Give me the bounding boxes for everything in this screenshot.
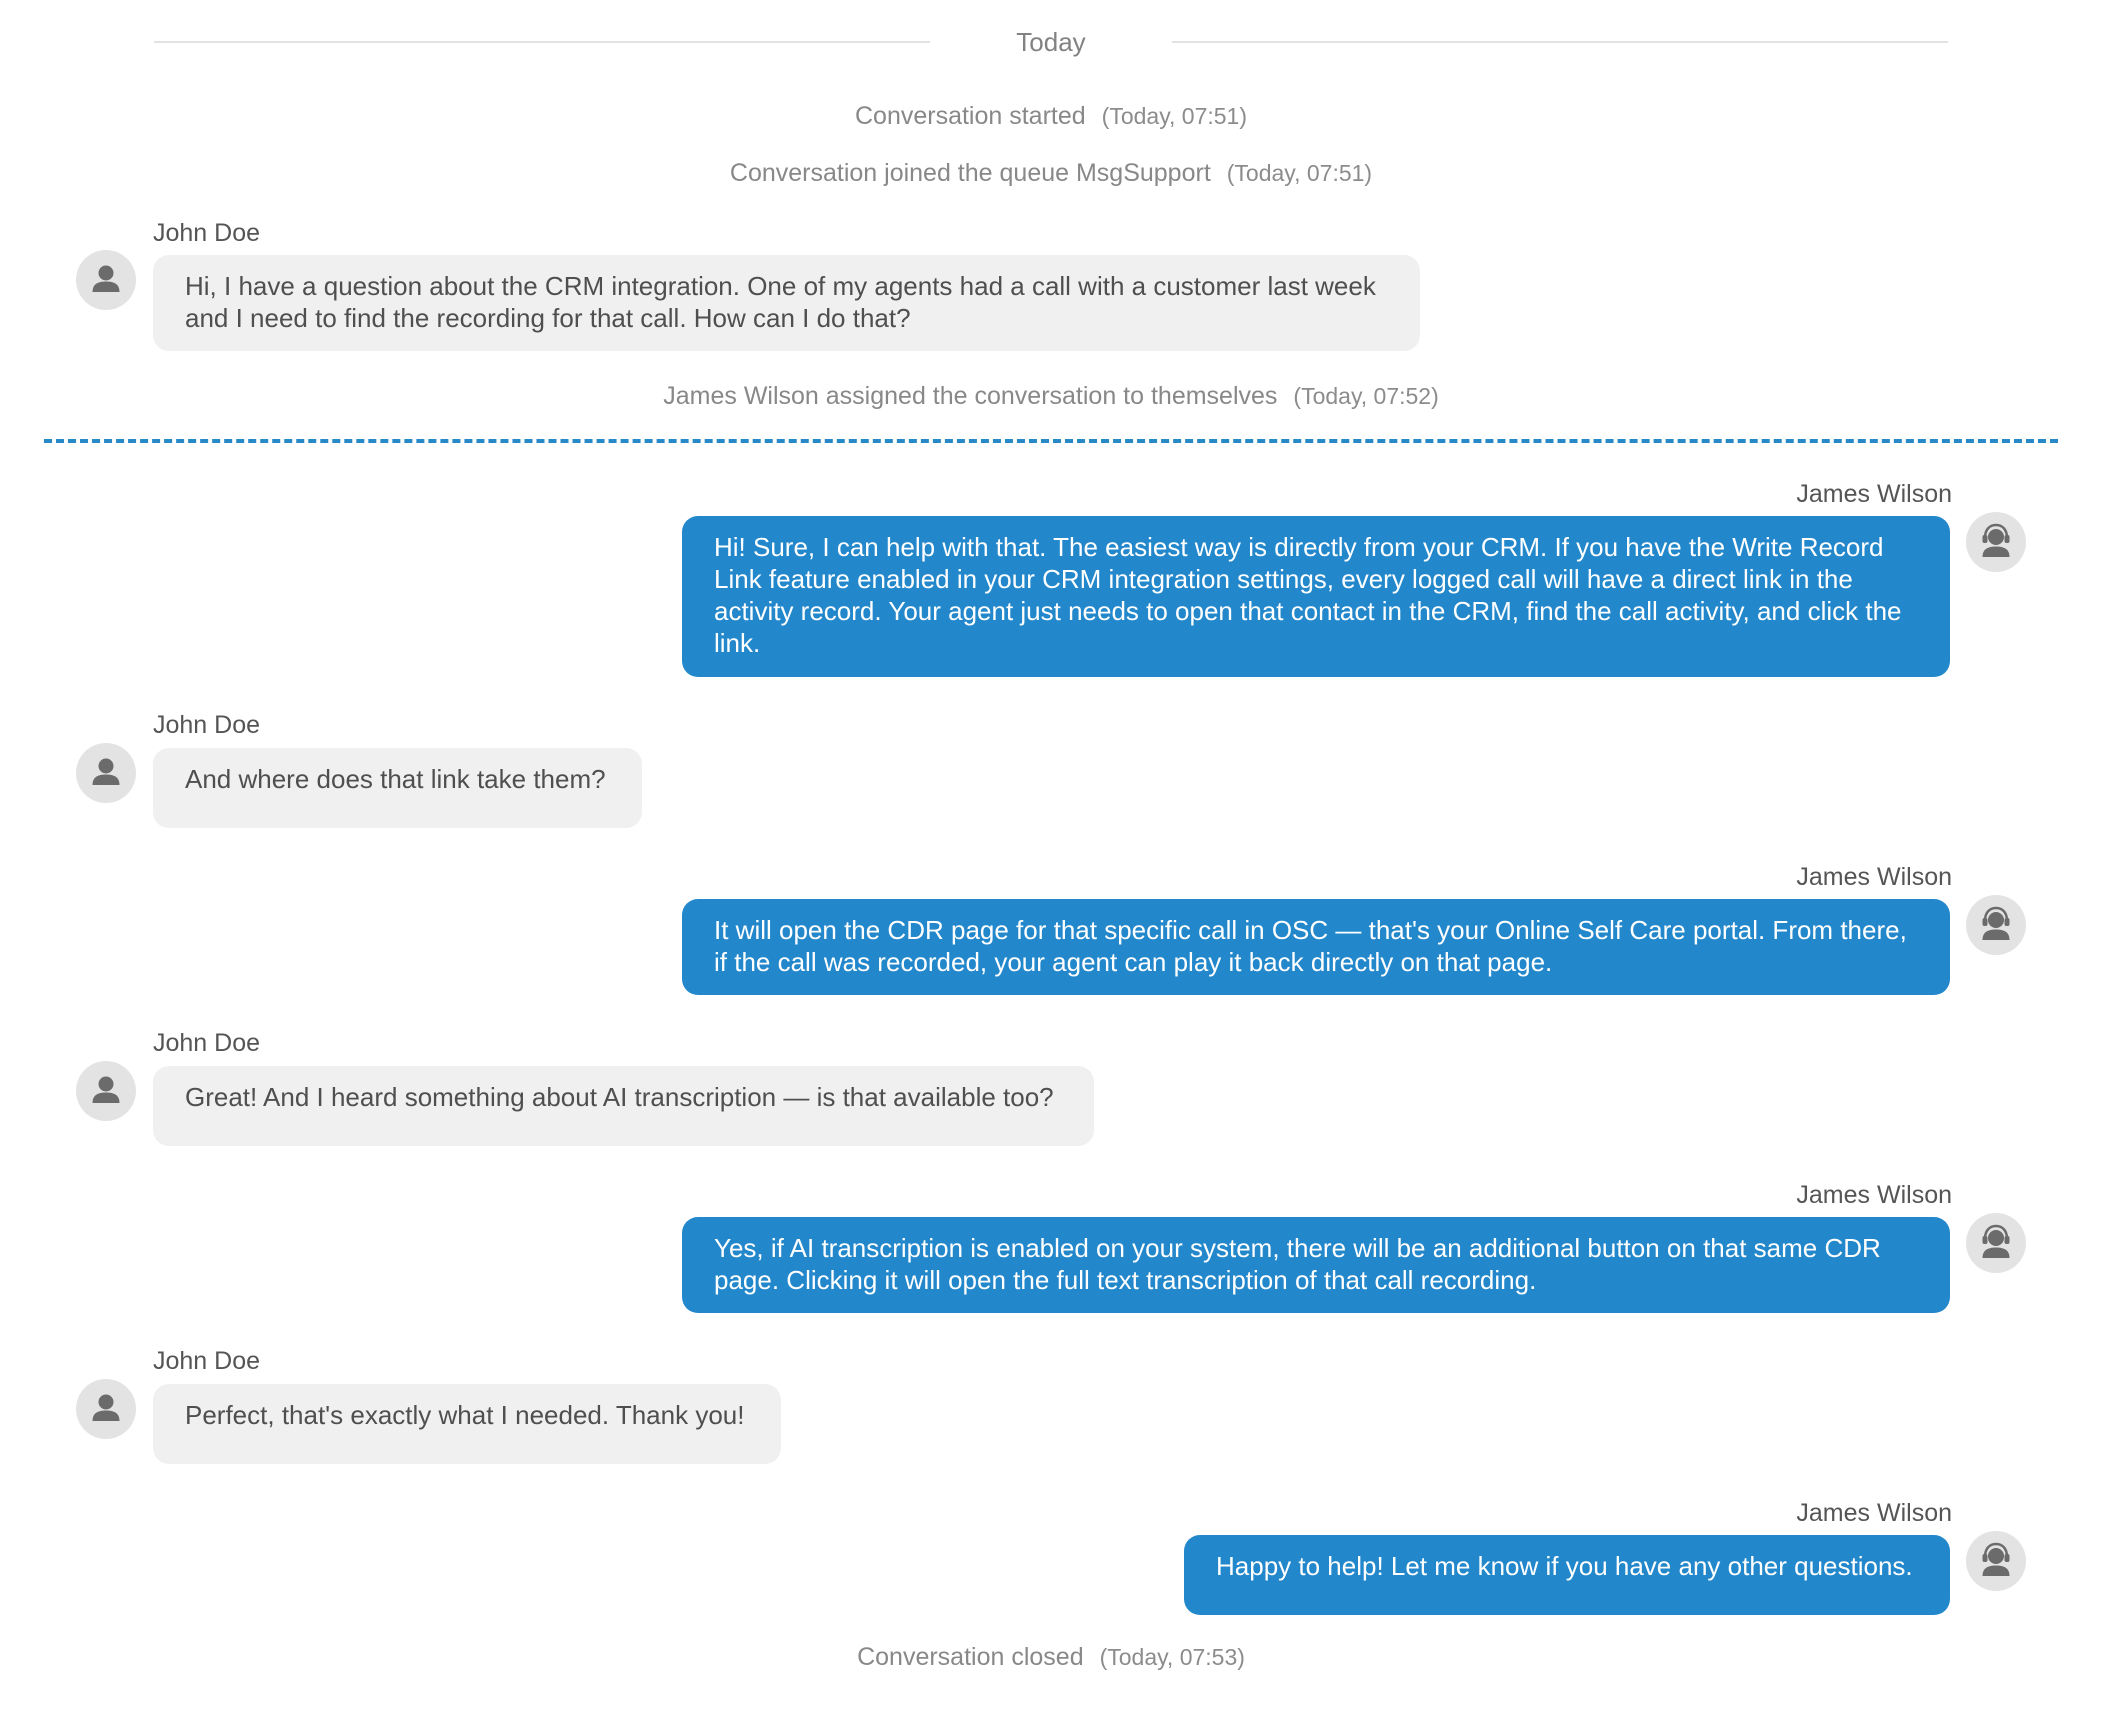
event-text: Conversation closed <box>857 1643 1084 1671</box>
agent-avatar <box>1966 512 2026 572</box>
date-separator-line-left <box>154 41 930 43</box>
event-time: (Today, 07:51) <box>1101 103 1247 129</box>
person-icon <box>76 250 136 310</box>
new-messages-divider <box>44 439 2058 443</box>
sender-name: John Doe <box>153 219 261 247</box>
sender-name: James Wilson <box>1796 480 1952 508</box>
message-bubble-customer: Hi, I have a question about the CRM integration. One of my agents had a call with a customer last week and I need to find the recording for that call. How can I do that? <box>153 255 1420 351</box>
sender-name: John Doe <box>153 1029 261 1057</box>
message-bubble-agent: Hi! Sure, I can help with that. The easiest way is directly from your CRM. If you have the Write Record Link feature enabled in your CRM integration settings, every logged call will have a direct link in the activity record. Your agent just needs to open that contact in the CRM, find the call activity, and click the link. <box>682 516 1950 677</box>
headset-agent-icon <box>1966 512 2026 572</box>
message-bubble-agent: Happy to help! Let me know if you have any other questions. <box>1184 1535 1950 1615</box>
message-bubble-customer: Perfect, that's exactly what I needed. Thank you! <box>153 1384 781 1464</box>
person-icon <box>76 743 136 803</box>
sender-name: John Doe <box>153 711 261 739</box>
person-icon <box>76 1379 136 1439</box>
agent-avatar <box>1966 895 2026 955</box>
event-text: Conversation joined the queue MsgSupport <box>729 159 1211 187</box>
date-separator-label: Today <box>1016 27 1086 57</box>
system-event <box>0 1641 2102 1677</box>
event-time: (Today, 07:52) <box>1293 383 1439 409</box>
customer-avatar <box>76 1379 136 1439</box>
system-event <box>0 380 2102 416</box>
sender-name: James Wilson <box>1796 1181 1952 1209</box>
customer-avatar <box>76 250 136 310</box>
customer-avatar <box>76 743 136 803</box>
agent-avatar <box>1966 1213 2026 1273</box>
date-separator-line-right <box>1172 41 1948 43</box>
headset-agent-icon <box>1966 1531 2026 1591</box>
headset-agent-icon <box>1966 895 2026 955</box>
event-text: Conversation started <box>854 102 1086 130</box>
event-time: (Today, 07:51) <box>1226 160 1373 186</box>
event-time: (Today, 07:53) <box>1099 1644 1245 1670</box>
headset-agent-icon <box>1966 1213 2026 1273</box>
message-bubble-customer: Great! And I heard something about AI transcription — is that available too? <box>153 1066 1094 1146</box>
system-event <box>0 100 2102 136</box>
person-icon <box>76 1061 136 1121</box>
agent-avatar <box>1966 1531 2026 1591</box>
system-event <box>0 157 2102 193</box>
message-bubble-agent: Yes, if AI transcription is enabled on your system, there will be an additional button on that same CDR page. Clicking it will open the full text transcription of that call recording. <box>682 1217 1950 1313</box>
message-bubble-customer: And where does that link take them? <box>153 748 642 828</box>
event-text: James Wilson assigned the conversation to themselves <box>663 382 1278 410</box>
sender-name: John Doe <box>153 1347 261 1375</box>
message-bubble-agent: It will open the CDR page for that specific call in OSC — that's your Online Self Care portal. From there, if the call was recorded, your agent can play it back directly on that page. <box>682 899 1950 995</box>
customer-avatar <box>76 1061 136 1121</box>
sender-name: James Wilson <box>1796 1499 1952 1527</box>
sender-name: James Wilson <box>1796 863 1952 891</box>
